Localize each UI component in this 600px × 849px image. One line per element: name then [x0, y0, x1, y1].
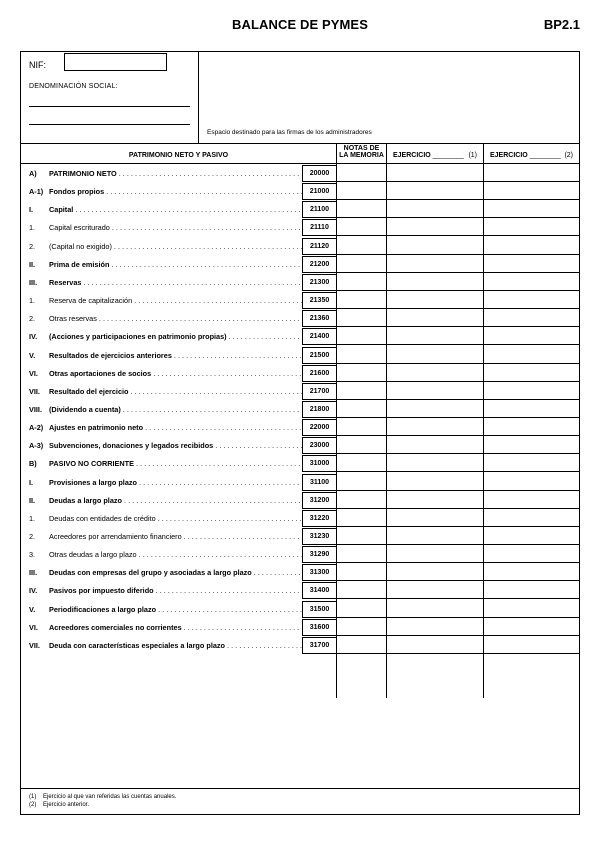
- ejercicio-1-label: EJERCICIO: [393, 152, 431, 159]
- row-code: 21360: [302, 310, 336, 327]
- row-code: 21300: [302, 274, 336, 291]
- table-row: [21, 327, 579, 345]
- notas-cell[interactable]: [336, 219, 386, 236]
- row-label: Provisiones a largo plazo . . .: [49, 478, 302, 487]
- row-label: (Capital no exigido) . . .: [49, 242, 302, 251]
- row-prefix: VI.: [29, 368, 38, 378]
- footnote-2-num: (2): [29, 802, 37, 808]
- denominacion-line-2[interactable]: [29, 124, 190, 125]
- ejercicio-1-cell[interactable]: [386, 455, 483, 472]
- notas-cell[interactable]: [336, 564, 386, 581]
- ejercicio-1-cell[interactable]: [386, 183, 483, 200]
- ejercicio-2-cell[interactable]: [483, 601, 579, 618]
- ejercicio-1-cell[interactable]: [386, 347, 483, 364]
- row-prefix: VI.: [29, 622, 38, 632]
- ejercicio-2-cell[interactable]: [483, 238, 579, 255]
- row-code: 31230: [302, 528, 336, 545]
- ejercicio-1-cell[interactable]: [386, 582, 483, 599]
- row-prefix: 3.: [29, 550, 36, 560]
- nif-field[interactable]: [64, 53, 167, 71]
- ejercicio-2-cell[interactable]: [483, 510, 579, 527]
- ejercicio-2-cell[interactable]: [483, 564, 579, 581]
- row-prefix: 2.: [29, 532, 36, 541]
- table-row: [21, 255, 579, 273]
- row-label: Otras deudas a largo plazo . . .: [49, 550, 302, 559]
- notas-cell[interactable]: [336, 619, 386, 636]
- header-section: [21, 52, 579, 144]
- table-row: [21, 382, 579, 400]
- row-label: Otras aportaciones de socios . . .: [49, 369, 302, 378]
- row-prefix: 1.: [29, 513, 36, 523]
- row-code: 23000: [302, 437, 336, 454]
- ejercicio-2-cell[interactable]: [483, 492, 579, 509]
- notas-cell[interactable]: [336, 546, 386, 563]
- row-code: 21000: [302, 183, 336, 200]
- ejercicio-2-note: (2): [564, 152, 573, 159]
- column-header-ejercicio-2: EJERCICIO ________ (2): [483, 144, 579, 164]
- ejercicio-2-cell[interactable]: [483, 401, 579, 418]
- table-row: [21, 436, 579, 454]
- table-row: [21, 164, 579, 182]
- ejercicio-1-cell[interactable]: [386, 274, 483, 291]
- table-row: [21, 237, 579, 255]
- row-prefix: II.: [29, 259, 36, 269]
- ejercicio-1-cell[interactable]: [386, 546, 483, 563]
- denominacion-line-1[interactable]: [29, 106, 190, 107]
- ejercicio-2-cell[interactable]: [483, 619, 579, 636]
- row-code: 21350: [302, 292, 336, 309]
- row-code: 21100: [302, 201, 336, 218]
- table-row: [21, 273, 579, 291]
- notas-cell[interactable]: [336, 328, 386, 345]
- row-label: Reservas . . .: [49, 278, 302, 287]
- ejercicio-1-cell[interactable]: [386, 474, 483, 491]
- row-code: 31500: [302, 601, 336, 618]
- ejercicio-2-label: EJERCICIO: [490, 152, 528, 159]
- footnote-2-text: Ejercicio anterior.: [43, 802, 90, 808]
- row-prefix: A-1): [29, 187, 44, 197]
- ejercicio-2-cell[interactable]: [483, 165, 579, 182]
- footnote-divider: [21, 788, 579, 789]
- table-row: [21, 309, 579, 327]
- row-label: Deudas con entidades de crédito . . .: [49, 514, 302, 523]
- table-row: [21, 600, 579, 618]
- row-label: Capital . . .: [49, 205, 302, 214]
- table-row: [21, 618, 579, 636]
- ejercicio-1-cell[interactable]: [386, 528, 483, 545]
- notas-cell[interactable]: [336, 365, 386, 382]
- row-label: (Acciones y participaciones en patrimonio propias) . . .: [49, 332, 302, 341]
- ejercicio-2-cell[interactable]: [483, 292, 579, 309]
- ejercicio-1-cell[interactable]: [386, 601, 483, 618]
- ejercicio-2-cell[interactable]: [483, 582, 579, 599]
- notas-cell[interactable]: [336, 256, 386, 273]
- row-code: 21110: [302, 219, 336, 236]
- row-code: 31000: [302, 455, 336, 472]
- row-code: 31100: [302, 474, 336, 491]
- ejercicio-1-cell[interactable]: [386, 238, 483, 255]
- row-prefix: IV.: [29, 586, 38, 596]
- row-prefix: I.: [29, 477, 34, 487]
- table-row: [21, 291, 579, 309]
- row-code: 31400: [302, 582, 336, 599]
- notas-cell[interactable]: [336, 601, 386, 618]
- table-row: [21, 545, 579, 563]
- row-label: Acreedores por arrendamiento financiero . . .: [49, 532, 302, 541]
- notas-cell[interactable]: [336, 492, 386, 509]
- ejercicio-2-cell[interactable]: [483, 637, 579, 654]
- table-row: [21, 418, 579, 436]
- notas-cell[interactable]: [336, 274, 386, 291]
- row-label: Acreedores comerciales no corrientes . . .: [49, 623, 302, 632]
- row-prefix: B): [29, 459, 37, 469]
- row-label: Periodificaciones a largo plazo . . .: [49, 605, 302, 614]
- ejercicio-2-cell[interactable]: [483, 365, 579, 382]
- ejercicio-2-cell[interactable]: [483, 383, 579, 400]
- column-header-notas: [336, 144, 386, 164]
- row-prefix: 2.: [29, 241, 36, 251]
- ejercicio-1-cell[interactable]: [386, 619, 483, 636]
- row-label: Deudas con empresas del grupo y asociadas a largo plazo . . .: [49, 568, 302, 577]
- ejercicio-2-cell[interactable]: [483, 528, 579, 545]
- ejercicio-2-cell[interactable]: [483, 347, 579, 364]
- row-code: 31700: [302, 637, 336, 654]
- ejercicio-2-cell[interactable]: [483, 437, 579, 454]
- table-row: [21, 509, 579, 527]
- ejercicio-1-cell[interactable]: [386, 219, 483, 236]
- footnote-1-text: Ejercicio al que van referidas las cuentas anuales.: [43, 794, 177, 800]
- table-row: [21, 200, 579, 218]
- table-row: [21, 491, 579, 509]
- notas-cell[interactable]: [336, 528, 386, 545]
- row-code: 31220: [302, 510, 336, 527]
- row-label: Deudas a largo plazo . . .: [49, 496, 302, 505]
- ejercicio-2-cell[interactable]: [483, 419, 579, 436]
- row-label: Pasivos por impuesto diferido . . .: [49, 586, 302, 595]
- row-code: 21600: [302, 365, 336, 382]
- row-prefix: A): [29, 169, 37, 178]
- table-row: [21, 636, 579, 654]
- row-label: Deuda con características especiales a largo plazo . . .: [49, 641, 302, 650]
- notas-cell[interactable]: [336, 401, 386, 418]
- notas-cell[interactable]: [336, 383, 386, 400]
- ejercicio-1-cell[interactable]: [386, 564, 483, 581]
- table-row: [21, 218, 579, 236]
- row-label: PATRIMONIO NETO . . .: [49, 169, 302, 178]
- column-header-ejercicio-1: EJERCICIO ________ (1): [386, 144, 483, 164]
- row-prefix: A-3): [29, 441, 44, 451]
- ejercicio-1-cell[interactable]: [386, 383, 483, 400]
- notas-cell[interactable]: [336, 238, 386, 255]
- notas-cell[interactable]: [336, 637, 386, 654]
- row-label: Ajustes en patrimonio neto . . .: [49, 423, 302, 432]
- row-code: 21500: [302, 347, 336, 364]
- footnote-2: [29, 802, 89, 808]
- row-prefix: VII.: [29, 640, 40, 650]
- table-row: [21, 473, 579, 491]
- row-code: 21120: [302, 238, 336, 255]
- footnote-1: [29, 794, 176, 800]
- notas-cell[interactable]: [336, 292, 386, 309]
- ejercicio-2-cell[interactable]: [483, 256, 579, 273]
- ejercicio-1-cell[interactable]: [386, 256, 483, 273]
- row-prefix: 1.: [29, 223, 36, 233]
- nif-label: NIF:: [29, 60, 46, 70]
- notas-cell[interactable]: [336, 419, 386, 436]
- signature-area-text: Espacio destinado para las firmas de los administradores: [207, 129, 372, 136]
- row-code: 22000: [302, 419, 336, 436]
- row-prefix: II.: [29, 495, 36, 505]
- ejercicio-1-cell[interactable]: [386, 419, 483, 436]
- row-code: 20000: [302, 165, 336, 182]
- ejercicio-2-cell[interactable]: [483, 274, 579, 291]
- row-prefix: IV.: [29, 332, 38, 342]
- notas-cell[interactable]: [336, 347, 386, 364]
- row-label: Resultados de ejercicios anteriores . . .: [49, 351, 302, 360]
- notas-line-1: NOTAS DE: [343, 145, 380, 152]
- row-prefix: V.: [29, 604, 36, 614]
- ejercicio-1-note: (1): [468, 152, 477, 159]
- table-row: [21, 527, 579, 545]
- ejercicio-2-cell[interactable]: [483, 546, 579, 563]
- notas-cell[interactable]: [336, 582, 386, 599]
- ejercicio-2-cell[interactable]: [483, 183, 579, 200]
- ejercicio-1-cell[interactable]: [386, 365, 483, 382]
- ejercicio-1-cell[interactable]: [386, 510, 483, 527]
- notas-cell[interactable]: [336, 510, 386, 527]
- ejercicio-1-cell[interactable]: [386, 437, 483, 454]
- table-row: [21, 182, 579, 200]
- notas-line-2: LA MEMORIA: [339, 152, 384, 159]
- denominacion-label: DENOMINACIÓN SOCIAL:: [29, 83, 118, 90]
- ejercicio-1-cell[interactable]: [386, 328, 483, 345]
- row-code: 21700: [302, 383, 336, 400]
- table-row: [21, 346, 579, 364]
- ejercicio-2-cell[interactable]: [483, 201, 579, 218]
- row-label: Subvenciones, donaciones y legados recibidos . . .: [49, 441, 302, 450]
- table-row: [21, 400, 579, 418]
- row-label: Reserva de capitalización . . .: [49, 296, 302, 305]
- row-code: 21400: [302, 328, 336, 345]
- footnote-1-num: (1): [29, 794, 37, 800]
- ejercicio-2-cell[interactable]: [483, 328, 579, 345]
- row-prefix: VIII.: [29, 404, 42, 414]
- row-prefix: 1.: [29, 296, 36, 306]
- notas-cell[interactable]: [336, 183, 386, 200]
- ejercicio-1-cell[interactable]: [386, 165, 483, 182]
- ejercicio-2-cell[interactable]: [483, 219, 579, 236]
- notas-cell[interactable]: [336, 474, 386, 491]
- column-header-patrimonio-label: PATRIMONIO NETO Y PASIVO: [128, 152, 229, 159]
- notas-cell[interactable]: [336, 201, 386, 218]
- row-prefix: VII.: [29, 386, 40, 396]
- column-header-patrimonio: [21, 144, 336, 164]
- row-prefix: 2.: [29, 314, 36, 324]
- notas-cell[interactable]: [336, 165, 386, 182]
- notas-cell[interactable]: [336, 310, 386, 327]
- row-code: 31200: [302, 492, 336, 509]
- row-code: 31600: [302, 619, 336, 636]
- notas-cell[interactable]: [336, 437, 386, 454]
- row-code: 31290: [302, 546, 336, 563]
- row-label: Otras reservas . . .: [49, 314, 302, 323]
- notas-cell[interactable]: [336, 455, 386, 472]
- table-row: [21, 364, 579, 382]
- form-frame: [20, 51, 580, 815]
- row-label: Resultado del ejercicio . . .: [49, 387, 302, 396]
- row-prefix: III.: [29, 568, 38, 578]
- table-row: [21, 454, 579, 472]
- row-label: (Dividendo a cuenta) . . .: [49, 405, 302, 414]
- row-prefix: III.: [29, 277, 38, 287]
- table-row: [21, 563, 579, 581]
- row-label: Prima de emisión . . .: [49, 260, 302, 269]
- row-prefix: I.: [29, 205, 34, 215]
- row-prefix: V.: [29, 350, 36, 360]
- ejercicio-1-cell[interactable]: [386, 201, 483, 218]
- row-label: Capital escriturado . . .: [49, 223, 302, 232]
- row-prefix: A-2): [29, 423, 44, 433]
- form-code: BP2.1: [543, 17, 580, 32]
- row-code: 31300: [302, 564, 336, 581]
- page-title: BALANCE DE PYMES: [232, 17, 368, 32]
- row-label: Fondos propios . . .: [49, 187, 302, 196]
- row-label: PASIVO NO CORRIENTE . . .: [49, 459, 302, 468]
- row-code: 21200: [302, 256, 336, 273]
- ejercicio-2-cell[interactable]: [483, 455, 579, 472]
- ejercicio-1-cell[interactable]: [386, 310, 483, 327]
- ejercicio-2-cell[interactable]: [483, 310, 579, 327]
- ejercicio-1-cell[interactable]: [386, 492, 483, 509]
- ejercicio-1-cell[interactable]: [386, 637, 483, 654]
- row-code: 21800: [302, 401, 336, 418]
- identification-box: [21, 52, 199, 143]
- ejercicio-1-cell[interactable]: [386, 292, 483, 309]
- ejercicio-1-cell[interactable]: [386, 401, 483, 418]
- ejercicio-2-cell[interactable]: [483, 474, 579, 491]
- table-row: [21, 581, 579, 599]
